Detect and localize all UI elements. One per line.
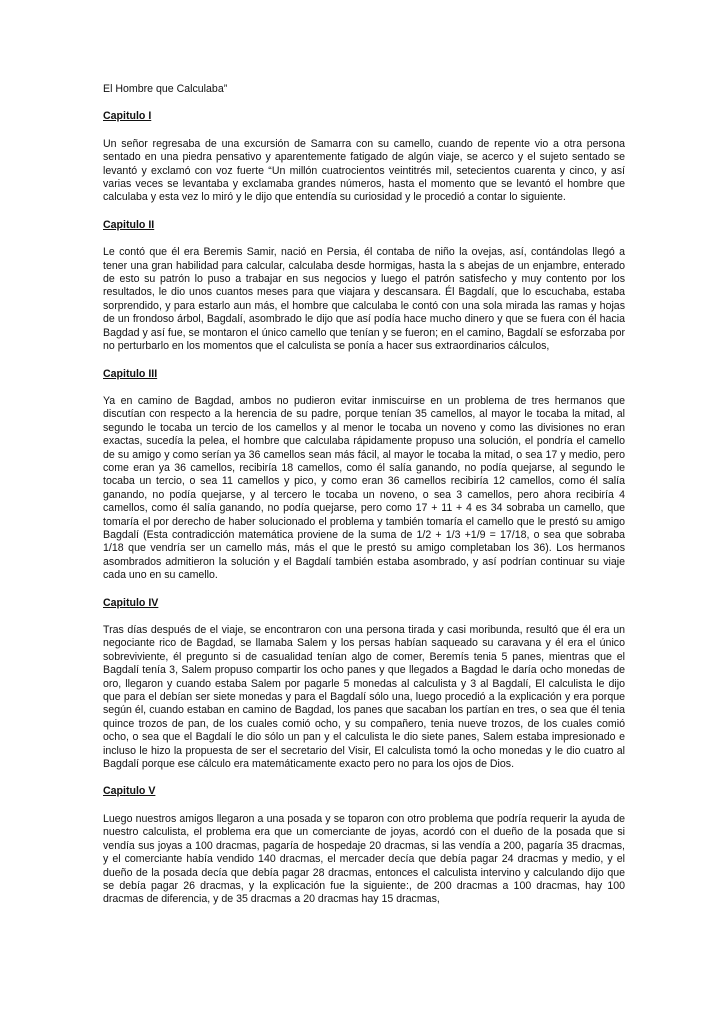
chapter-3 <box>103 368 625 583</box>
chapter-heading: Capitulo II <box>103 218 155 231</box>
document-title: El Hombre que Calculaba” <box>103 83 228 95</box>
chapter-1 <box>103 110 625 204</box>
document-page <box>103 83 625 921</box>
chapter-paragraph: Le contó que él era Beremis Samir, nació en Persia, él contaba de niño la ovejas, así, contándolas llegó a tener una gran habilidad para calcular, calculaba desde hormigas, hasta la s abejas de un enjambre, enterado de esto su patrón lo puso a trabajar en sus negocios y luego el patrón satisfecho y muy contento por los resultados, le dio unos cuantos meses para que viajara y descansara. Él Bagdalí, que lo escuchaba, estaba sorprendido, y para estarlo aun más, el hombre que calculaba le contó con una sola mirada las ramas y hojas de un frondoso árbol, Bagdalí, asombrado le dijo que así podía hace mucho dinero y que se fuera con él hacia Bagdad y así fue, se montaron el único camello que tenían y se fueron; en el camino, Bagdalí se esforzaba por no perturbarlo en los momentos que el calculista se ponía a hacer sus extraordinarios cálculos, <box>103 246 625 353</box>
chapter-paragraph: Ya en camino de Bagdad, ambos no pudieron evitar inmiscuirse en un problema de tres hermanos que discutían con respecto a la herencia de su padre, porque tenían 35 camellos, al mayor le tocaba la mitad, al segundo le tocaba un tercio de los camellos y al menor le tocaba un noveno y como las divisiones no eran exactas, sucedía la pelea, el hombre que calculaba rápidamente propuso una solución, el pondría el camello de su amigo y como serían ya 36 camellos sean más fácil, al mayor le tocaba la mitad, o sea 17 y medio, pero come eran ya 36 camellos, recibiría 18 camellos, como él salía ganando, no podía quejarse, al segundo le tocaba un tercio, o sea 11 camellos y pico, y como eran 36 camellos recibiría 12 camellos, como él salía ganando, no podía quejarse, y al tercero le tocaba un noveno, o sea 3 camellos, pero ahora recibiría 4 camellos, como él salía ganando, no podía quejarse, pero como 17 + 11 + 4 es 34 sobraba un camello, que tomaría el por derecho de haber solucionado el problema y también tomaría el camello que le prestó su amigo Bagdalí (Esta contradicción matemática proviene de la suma de 1/2 + 1/3 +1/9 = 17/18, o sea que sobraba 1/18 que vendría ser un camello más, más el que le prestó su amigo completaban los 36). Los hermanos asombrados admitieron la solución y el Bagdalí también estaba asombrado, y así podrían continuar su viaje cada uno en su camello. <box>103 394 625 582</box>
chapter-heading: Capitulo I <box>103 110 152 123</box>
chapter-heading: Capitulo V <box>103 785 156 798</box>
chapter-2 <box>103 219 625 354</box>
chapter-paragraph: Luego nuestros amigos llegaron a una posada y se toparon con otro problema que podría requerir la ayuda de nuestro calculista, el problema era que un comerciante de joyas, acordó con el dueño de la posada que si vendía sus joyas a 100 dracmas, pagaría de hospedaje 20 dracmas, si las vendía a 200, pagaría 35 dracmas, y el comerciante había vendido 140 dracmas, el mercader decía que debía pagar 24 dracmas y medio, y el dueño de la posada decía que debía pagar 28 dracmas, entonces el calculista intervino y calculando dijo que se debía pagar 26 dracmas, y la explicación fue la siguiente:, de 200 dracmas a 100 dracmas, hay 100 dracmas de diferencia, y de 35 dracmas a 20 dracmas hay 15 dracmas, <box>103 812 625 906</box>
chapter-paragraph: Tras días después de el viaje, se encontraron con una persona tirada y casi moribunda, resultó que él era un negociante rico de Bagdad, se llamaba Salem y los persas habían saqueado su caravana y él era el único sobreviviente, él pregunto si de casualidad tenían algo de comer, Beremís tenia 5 panes, mientras que el Bagdalí tenía 3, Salem propuso compartir los ocho panes y que llegados a Bagdad le daría ocho monedas de oro, llegaron y cuando estaba Salem por pagarle 5 monedas al calculista y 3 al Bagdalí, El calculista le dijo que para el debían ser siete monedas y para el Bagdalí sólo una, luego procedió a la explicación y era porque según él, cuando estaban en camino de Bagdad, los panes que sacaban los partían en tres, o sea que él tenia quince trozos de pan, de los cuales comió ocho, y su compañero, tenia nueve trozos, de los cuales comió ocho, o sea que el Bagdalí le dio sólo un pan y el calculista le dio siete panes, Salem estaba impresionado e incluso le hizo la propuesta de ser el secretario del Visir, El calculista tomó la ocho monedas y le dio cuatro al Bagdalí porque ese cálculo era matemáticamente exacto pero no para los ojos de Dios. <box>103 624 625 771</box>
chapter-5 <box>103 785 625 906</box>
chapter-paragraph: Un señor regresaba de una excursión de Samarra con su camello, cuando de repente vio a otra persona sentado en una piedra pensativo y aparentemente fatigado de algún viaje, se acerco y el sujeto sentado se levantó y exclamó con voz fuerte “Un millón cuatrocientos veintitrés mil, setecientos cuarenta y cinco, y así varias veces se levantaba y exclamaba grandes números, hasta el momento que se levantó el hombre que calculaba y esta vez lo miró y le dijo que entendía su curiosidad y le procedió a contar lo siguiente. <box>103 137 625 204</box>
chapter-heading: Capitulo III <box>103 367 158 380</box>
chapter-heading: Capitulo IV <box>103 596 159 609</box>
chapter-4 <box>103 597 625 772</box>
